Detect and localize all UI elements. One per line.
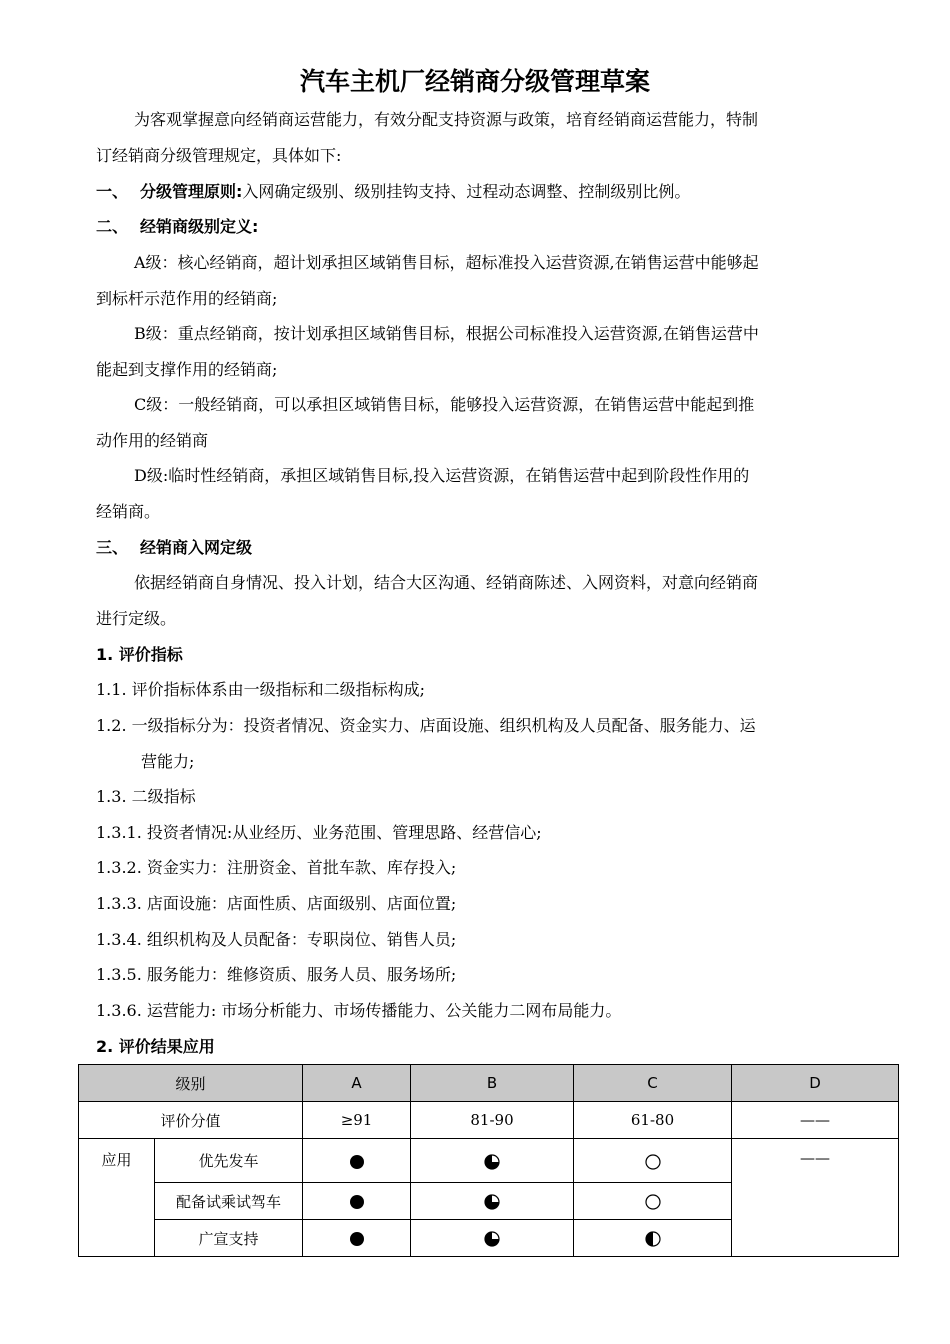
intro-line-2: 订经销商分级管理规定，具体如下:: [96, 146, 342, 165]
apply-d: ——: [732, 1139, 899, 1257]
item-1-2-line-2: 营能力;: [141, 752, 195, 771]
apply-c-symbol: [574, 1220, 732, 1257]
level-c-line-2: 动作用的经销商: [96, 431, 209, 450]
three-quarter-circle-icon: [484, 1154, 500, 1170]
table-row: [79, 1139, 899, 1183]
intro-line-1: 为客观掌握意向经销商运营能力，有效分配支持资源与政策，培育经销商运营能力，特制: [134, 110, 759, 129]
section-3-number: 三、: [96, 538, 129, 557]
level-d-line-2: 经销商。: [96, 502, 161, 521]
section-1: [96, 174, 896, 209]
item-1-3-3: 1.3.3. 店面设施：店面性质、店面级别、店面位置;: [96, 894, 457, 913]
item-1-3-2: 1.3.2. 资金实力：注册资金、首批车款、库存投入;: [96, 858, 457, 877]
section-3-line-2: 进行定级。: [96, 609, 177, 628]
score-a: ≥91: [303, 1102, 411, 1139]
apply-row-label: 广宣支持: [155, 1220, 303, 1257]
apply-c-symbol: [574, 1183, 732, 1220]
apply-b-symbol: [411, 1139, 574, 1183]
apply-row-label: 配备试乘试驾车: [155, 1183, 303, 1220]
item-1-3: 1.3. 二级指标: [96, 787, 196, 806]
table-row-score: [79, 1102, 899, 1139]
apply-c-symbol: [574, 1139, 732, 1183]
section-1-heading: 分级管理原则:: [140, 182, 243, 201]
item-1-3-1: 1.3.1. 投资者情况:从业经历、业务范围、管理思路、经营信心;: [96, 823, 542, 842]
score-b: 81-90: [411, 1102, 574, 1139]
section-3-line-1: 依据经销商自身情况、投入计划，结合大区沟通、经销商陈述、入网资料，对意向经销商: [134, 573, 759, 592]
evaluation-table: [78, 1064, 899, 1257]
header-b: B: [411, 1065, 574, 1102]
header-level: 级别: [79, 1065, 303, 1102]
header-d: D: [732, 1065, 899, 1102]
score-c: 61-80: [574, 1102, 732, 1139]
empty-circle-icon: [645, 1194, 661, 1210]
level-c-line-1: C级：一般经销商，可以承担区域销售目标，能够投入运营资源，在销售运营中能起到推: [134, 395, 755, 414]
eval-indicator-heading: 1. 评价指标: [96, 645, 183, 664]
three-quarter-circle-icon: [484, 1194, 500, 1210]
apply-a-symbol: [303, 1183, 411, 1220]
apply-b-symbol: [411, 1183, 574, 1220]
level-d-line-1: D级:临时性经销商，承担区域销售目标,投入运营资源，在销售运营中起到阶段性作用的: [134, 466, 750, 485]
apply-label: 应用: [79, 1139, 155, 1257]
score-label: 评价分值: [79, 1102, 303, 1139]
section-1-text: 入网确定级别、级别挂钩支持、过程动态调整、控制级别比例。: [242, 182, 691, 201]
apply-row-label: 优先发车: [155, 1139, 303, 1183]
level-b-line-1: B级：重点经销商，按计划承担区域销售目标，根据公司标准投入运营资源,在销售运营中: [134, 324, 759, 343]
item-1-2-line-1: 1.2. 一级指标分为：投资者情况、资金实力、店面设施、组织机构及人员配备、服务能力、运: [96, 716, 756, 735]
header-a: A: [303, 1065, 411, 1102]
level-a-line-2: 到标杆示范作用的经销商;: [96, 289, 278, 308]
full-circle-icon: [349, 1154, 365, 1170]
header-c: C: [574, 1065, 732, 1102]
section-2: [96, 209, 896, 244]
full-circle-icon: [349, 1231, 365, 1247]
section-2-number: 二、: [96, 217, 129, 236]
item-1-3-6: 1.3.6. 运营能力: 市场分析能力、市场传播能力、公关能力二网布局能力。: [96, 1001, 622, 1020]
level-b-line-2: 能起到支撑作用的经销商;: [96, 360, 278, 379]
apply-b-symbol: [411, 1220, 574, 1257]
section-3-heading: 经销商入网定级: [140, 538, 253, 557]
score-d: ——: [732, 1102, 899, 1139]
table-header-row: [79, 1065, 899, 1102]
item-1-3-4: 1.3.4. 组织机构及人员配备：专职岗位、销售人员;: [96, 930, 457, 949]
three-quarter-circle-icon: [484, 1231, 500, 1247]
apply-a-symbol: [303, 1220, 411, 1257]
section-1-number: 一、: [96, 182, 129, 201]
apply-a-symbol: [303, 1139, 411, 1183]
item-1-1: 1.1. 评价指标体系由一级指标和二级指标构成;: [96, 680, 426, 699]
document-title: 汽车主机厂经销商分级管理草案: [299, 67, 650, 96]
full-circle-icon: [349, 1194, 365, 1210]
empty-circle-icon: [645, 1154, 661, 1170]
level-a-line-1: A级：核心经销商，超计划承担区域销售目标，超标准投入运营资源,在销售运营中能够起: [134, 253, 759, 272]
section-3: [96, 530, 896, 565]
item-1-3-5: 1.3.5. 服务能力：维修资质、服务人员、服务场所;: [96, 965, 457, 984]
eval-result-heading: 2. 评价结果应用: [96, 1037, 215, 1056]
half-circle-icon: [645, 1231, 661, 1247]
section-2-heading: 经销商级别定义:: [140, 217, 259, 236]
